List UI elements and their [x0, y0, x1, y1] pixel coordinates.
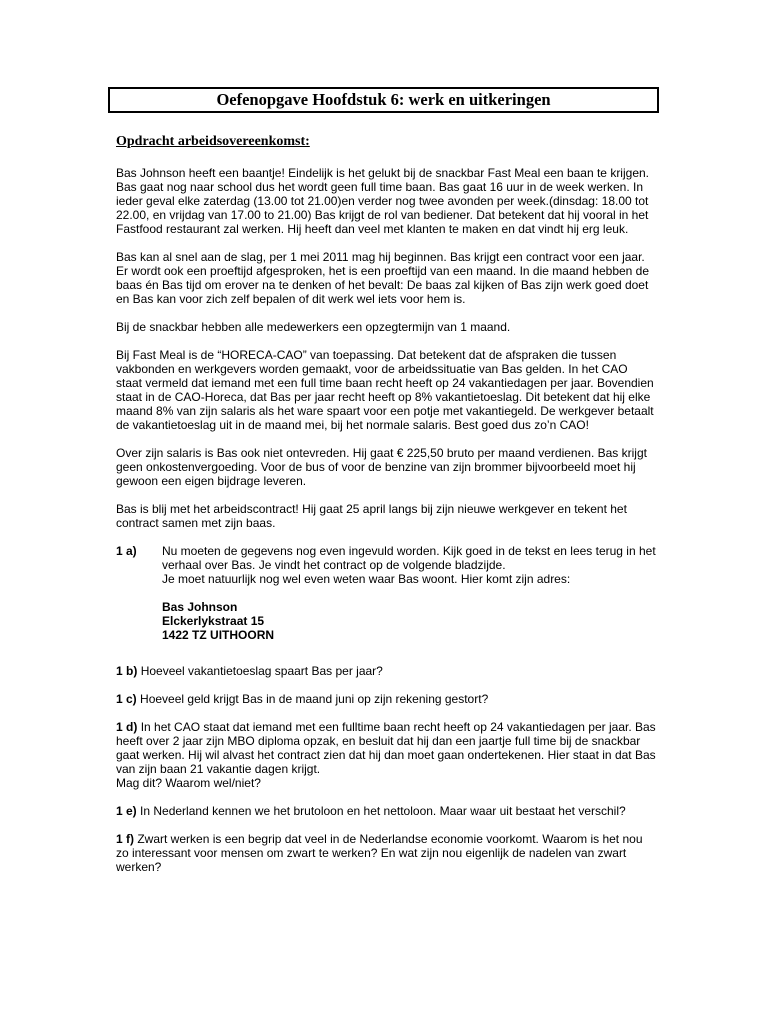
question-label: 1 f)	[116, 832, 134, 846]
question-text: Hoeveel geld krijgt Bas in de maand juni op zijn rekening gestort?	[140, 692, 489, 706]
paragraph-salary: Over zijn salaris is Bas ook niet ontevreden. Hij gaat € 225,50 bruto per maand verdienen. Bas krijgt geen onkostenvergoeding. Voor de bus of voor de benzine van zijn brommer bijvoorbeeld moet hij gewoon een eigen bijdrage leveren.	[116, 446, 647, 488]
address-name: Bas Johnson	[162, 600, 238, 614]
address-city: 1422 TZ UITHOORN	[162, 628, 275, 642]
question-label: 1 b)	[116, 664, 138, 678]
paragraph-notice-period: Bij de snackbar hebben alle medewerkers een opzegtermijn van 1 maand.	[116, 320, 511, 334]
document-title: Oefenopgave Hoofdstuk 6: werk en uitkeringen	[108, 87, 659, 113]
question-text: In Nederland kennen we het brutoloon en het nettoloon. Maar waar uit bestaat het verschil?	[140, 804, 626, 818]
question-1f	[116, 832, 656, 874]
question-1a-line2: Je moet natuurlijk nog wel even weten waar Bas woont. Hier komt zijn adres:	[162, 572, 571, 586]
question-label: 1 c)	[116, 692, 137, 706]
document-body	[116, 166, 656, 888]
address-block	[162, 600, 656, 642]
paragraph-intro: Bas Johnson heeft een baantje! Eindelijk is het gelukt bij de snackbar Fast Meal een baan te krijgen. Bas gaat nog naar school dus het wordt geen full time baan. Bas gaat 16 uur in de week werken. In ieder geval elke zaterdag (13.00 tot 21.00)en verder nog twee avonden per week.(dinsdag: 18.00 tot 22.00, en vrijdag van 17.00 to 21.00) Bas krijgt de rol van bediener. Dat betekent dat hij vooral in het Fastfood restaurant zal werken. Hij heeft dan veel met klanten te maken en dat vindt hij erg leuk.	[116, 166, 649, 236]
question-1e	[116, 804, 656, 818]
question-label: 1 e)	[116, 804, 137, 818]
question-1b	[116, 664, 656, 678]
paragraph-cao: Bij Fast Meal is de “HORECA-CAO” van toepassing. Dat betekent dat de afspraken die tussen vakbonden en werkgevers worden gemaakt, voor de arbeidssituatie van Bas gelden. In het CAO staat vermeld dat iemand met een full time baan recht heeft op 24 vakantiedagen per jaar. Bovendien staat in de CAO-Horeca, dat Bas per jaar recht heeft op 8% vakantietoeslag. Dit betekent dat hij elke maand 8% van zijn salaris als het ware spaart voor een potje met vakantiegeld. De werkgever betaalt de vakantietoeslag uit in de maand mei, bij het normale salaris. Best goed dus zo’n CAO!	[116, 348, 654, 432]
paragraph-contract: Bas is blij met het arbeidscontract! Hij gaat 25 april langs bij zijn nieuwe werkgever en tekent het contract samen met zijn baas.	[116, 502, 627, 530]
question-text: Zwart werken is een begrip dat veel in de Nederlandse economie voorkomt. Waarom is het nou zo interessant voor mensen om zwart te werken? En wat zijn nou eigenlijk de nadelen van zwart werken?	[116, 832, 643, 874]
question-1d	[116, 720, 656, 790]
question-text: Hoeveel vakantietoeslag spaart Bas per jaar?	[140, 664, 383, 678]
question-1c	[116, 692, 656, 706]
paragraph-start-date: Bas kan al snel aan de slag, per 1 mei 2011 mag hij beginnen. Bas krijgt een contract voor een jaar. Er wordt ook een proeftijd afgesproken, het is een proeftijd van een maand. In die maand hebben de baas én Bas tijd om erover na te denken of het bevalt: De baas zal kijken of Bas zijn werk goed doet en Bas kan voor zich zelf bepalen of dit werk wel iets voor hem is.	[116, 250, 650, 306]
question-label: 1 a)	[116, 544, 137, 558]
question-label: 1 d)	[116, 720, 138, 734]
address-street: Elckerlykstraat 15	[162, 614, 265, 628]
question-1a-line1: Nu moeten de gegevens nog even ingevuld worden. Kijk goed in de tekst en lees terug in het verhaal over Bas. Je vindt het contract op de volgende bladzijde.	[162, 544, 656, 572]
question-text: In het CAO staat dat iemand met een fulltime baan recht heeft op 24 vakantiedagen per jaar. Bas heeft over 2 jaar zijn MBO diploma opzak, en besluit dat hij dan een jaartje full time bij de snackbar gaat werken. Hij wil alvast het contract zien dat hij dan moet gaan ondertekenen. Hier staat in dat Bas van zijn baan 21 vakantie dagen krijgt.	[116, 720, 656, 776]
question-text	[162, 544, 656, 586]
assignment-heading: Opdracht arbeidsovereenkomst:	[116, 134, 310, 149]
question-1a	[116, 544, 656, 586]
question-extra: Mag dit? Waarom wel/niet?	[116, 776, 261, 790]
